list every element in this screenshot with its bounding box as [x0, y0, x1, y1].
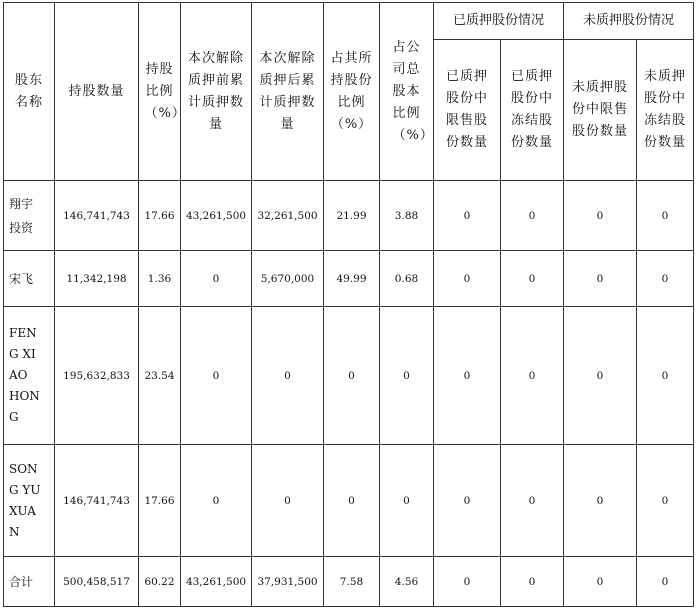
share-count: 500,458,517 [55, 557, 139, 607]
pct-own-shares: 21.99 [324, 181, 380, 251]
header-pledged-frozen: 已质押股份中冻结股份数量 [501, 40, 564, 181]
share-count: 11,342,198 [55, 251, 139, 307]
unpledged-restricted: 0 [564, 445, 637, 557]
unpledged-frozen: 0 [637, 307, 694, 445]
shareholder-name: 合计 [4, 557, 55, 607]
pledged-frozen: 0 [501, 251, 564, 307]
pledged-before: 0 [181, 251, 252, 307]
pct-own-shares: 0 [324, 445, 380, 557]
unpledged-restricted: 0 [564, 181, 637, 251]
share-count: 146,741,743 [55, 445, 139, 557]
shareholder-name: FENG XIAO HONG [4, 307, 55, 445]
pledged-before: 0 [181, 307, 252, 445]
pledged-restricted: 0 [434, 181, 501, 251]
pledged-frozen: 0 [501, 307, 564, 445]
pledged-after: 0 [252, 445, 324, 557]
holding-ratio: 23.54 [139, 307, 181, 445]
unpledged-frozen: 0 [637, 181, 694, 251]
pledged-frozen: 0 [501, 557, 564, 607]
holding-ratio: 17.66 [139, 445, 181, 557]
pct-total-capital: 4.56 [380, 557, 434, 607]
pledged-after: 5,670,000 [252, 251, 324, 307]
shareholder-name: 宋飞 [4, 251, 55, 307]
pct-total-capital: 0 [380, 307, 434, 445]
share-count: 146,741,743 [55, 181, 139, 251]
pct-own-shares: 0 [324, 307, 380, 445]
header-unpledged-restricted: 未质押股份中限售股份数量 [564, 40, 637, 181]
header-shareholder-name: 股东名称 [4, 3, 55, 181]
header-unpledged-frozen: 未质押股份中冻结股份数量 [637, 40, 694, 181]
shareholder-name: 翔宇投资 [4, 181, 55, 251]
pledged-frozen: 0 [501, 445, 564, 557]
pledged-after: 32,261,500 [252, 181, 324, 251]
share-count: 195,632,833 [55, 307, 139, 445]
table-row [4, 445, 694, 557]
unpledged-restricted: 0 [564, 251, 637, 307]
header-pledged-group: 已质押股份情况 [434, 3, 564, 40]
pledged-restricted: 0 [434, 307, 501, 445]
unpledged-frozen: 0 [637, 557, 694, 607]
pledged-after: 37,931,500 [252, 557, 324, 607]
pct-own-shares: 49.99 [324, 251, 380, 307]
pledged-before: 43,261,500 [181, 181, 252, 251]
pledged-frozen: 0 [501, 181, 564, 251]
table-row [4, 307, 694, 445]
table-row [4, 181, 694, 251]
unpledged-frozen: 0 [637, 251, 694, 307]
pct-total-capital: 3.88 [380, 181, 434, 251]
header-pct-total-capital: 占公司总股本比例（%） [380, 3, 434, 181]
header-pledged-after: 本次解除质押后累计质押数量 [252, 3, 324, 181]
unpledged-frozen: 0 [637, 445, 694, 557]
header-unpledged-group: 未质押股份情况 [564, 3, 694, 40]
holding-ratio: 1.36 [139, 251, 181, 307]
pledge-release-table [3, 2, 694, 607]
header-share-count: 持股数量 [55, 3, 139, 181]
pledged-restricted: 0 [434, 445, 501, 557]
shareholder-name: SONG YU XUAN [4, 445, 55, 557]
header-pledged-before: 本次解除质押前累计质押数量 [181, 3, 252, 181]
pct-total-capital: 0.68 [380, 251, 434, 307]
unpledged-restricted: 0 [564, 307, 637, 445]
pledged-after: 0 [252, 307, 324, 445]
unpledged-restricted: 0 [564, 557, 637, 607]
holding-ratio: 60.22 [139, 557, 181, 607]
holding-ratio: 17.66 [139, 181, 181, 251]
pledged-before: 43,261,500 [181, 557, 252, 607]
pledged-restricted: 0 [434, 557, 501, 607]
table-row [4, 251, 694, 307]
pct-own-shares: 7.58 [324, 557, 380, 607]
pct-total-capital: 0 [380, 445, 434, 557]
pledged-restricted: 0 [434, 251, 501, 307]
pledged-before: 0 [181, 445, 252, 557]
header-pledged-restricted: 已质押股份中限售股份数量 [434, 40, 501, 181]
header-holding-ratio: 持股比例（%） [139, 3, 181, 181]
header-pct-own-shares: 占其所持股份比例（%） [324, 3, 380, 181]
table-row-total [4, 557, 694, 607]
